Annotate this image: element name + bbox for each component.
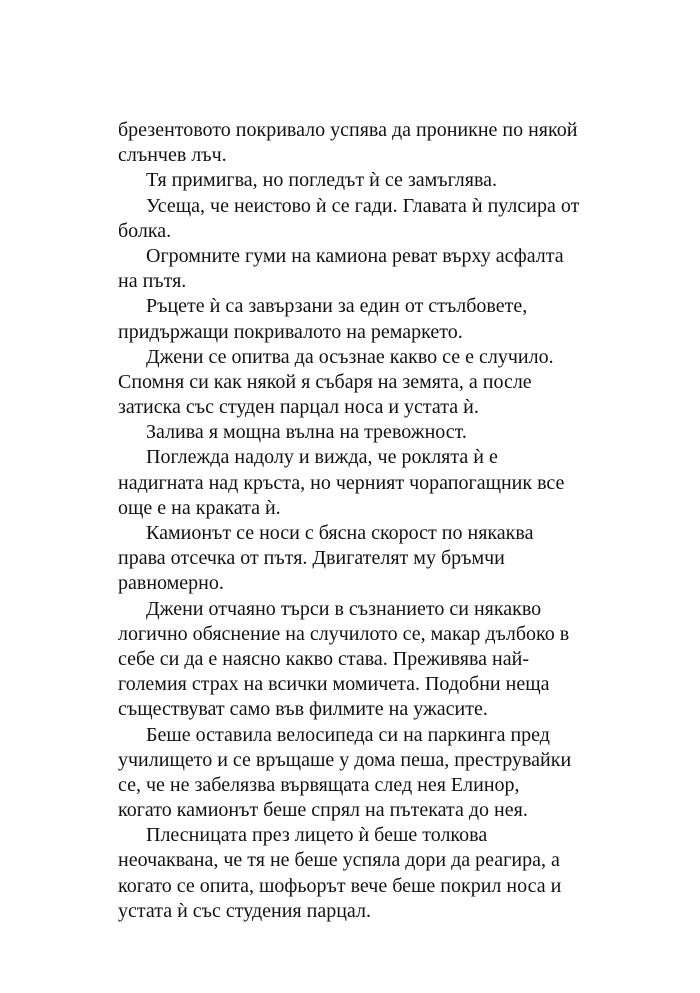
text-line: Беше оставила велосипеда си на паркинга пред <box>146 723 550 746</box>
text-line: логично обяснение на случилото се, макар дълбоко в <box>118 622 570 645</box>
paragraph <box>118 118 598 168</box>
text-line: Залива я мощна вълна на тревожност. <box>146 421 467 444</box>
text-line: когато се опита, шофьорът вече беше покрил носа и <box>118 874 562 897</box>
text-line: равномерно. <box>118 572 224 595</box>
text-line: Тя примигва, но погледът ѝ се замъглява. <box>146 169 498 192</box>
text-line: Ръцете ѝ са завързани за един от стълбовете, <box>146 295 528 318</box>
text-line: големия страх на всички момичета. Подобни неща <box>118 673 550 696</box>
paragraph <box>118 168 598 193</box>
text-line: Джени се опитва да осъзнае какво се е случило. <box>146 345 554 368</box>
text-line: слънчев лъч. <box>118 144 227 167</box>
paragraph <box>118 823 598 924</box>
text-line: Плесницата през лицето ѝ беше толкова <box>146 824 488 847</box>
text-line: надигната над кръста, но черният чорапогащник все <box>118 471 565 494</box>
text-line: Усеща, че неистово ѝ се гади. Главата ѝ пулсира от <box>146 194 580 217</box>
text-line: на пътя. <box>118 270 187 293</box>
text-line: болка. <box>118 219 172 242</box>
text-line: себе си да е наясно какво става. Преживява най- <box>118 647 529 670</box>
text-line: се, че не забелязва вървящата след нея Елинор, <box>118 773 520 796</box>
text-line: придържащи покривалото на ремаркето. <box>118 320 463 343</box>
text-line: още е на краката ѝ. <box>118 496 281 519</box>
text-line: Спомня си как някой я събаря на земята, а после <box>118 370 532 393</box>
paragraph <box>118 244 598 294</box>
paragraph <box>118 521 598 597</box>
text-line: брезентовото покривало успява да проникне по някой <box>118 119 578 141</box>
text-line: Огромните гуми на камиона реват върху асфалта <box>146 244 564 267</box>
text-line: училището и се връщаше у дома пеша, преструвайки <box>118 748 572 771</box>
paragraph <box>118 723 598 824</box>
body-text <box>118 118 598 924</box>
paragraph <box>118 420 598 445</box>
text-line: Камионът се носи с бясна скорост по някаква <box>146 522 534 544</box>
paragraph <box>118 345 598 421</box>
text-line: Джени отчаяно търси в съзнанието си някакво <box>146 597 542 620</box>
text-line: затиска със студен парцал носа и устата ѝ. <box>118 396 479 419</box>
text-line: когато камионът беше спрял на пътеката до нея. <box>118 799 528 822</box>
paragraph <box>118 194 598 244</box>
text-line: права отсечка от пътя. Двигателят му бръмчи <box>118 547 505 570</box>
text-line: Поглежда надолу и вижда, че роклята ѝ е <box>146 446 498 469</box>
paragraph <box>118 294 598 344</box>
paragraph <box>118 597 598 723</box>
text-line: устата ѝ със студения парцал. <box>118 899 371 922</box>
text-line: съществуват само във филмите на ужасите. <box>118 698 488 721</box>
text-line: неочаквана, че тя не беше успяла дори да реагира, а <box>118 849 560 872</box>
paragraph <box>118 445 598 521</box>
